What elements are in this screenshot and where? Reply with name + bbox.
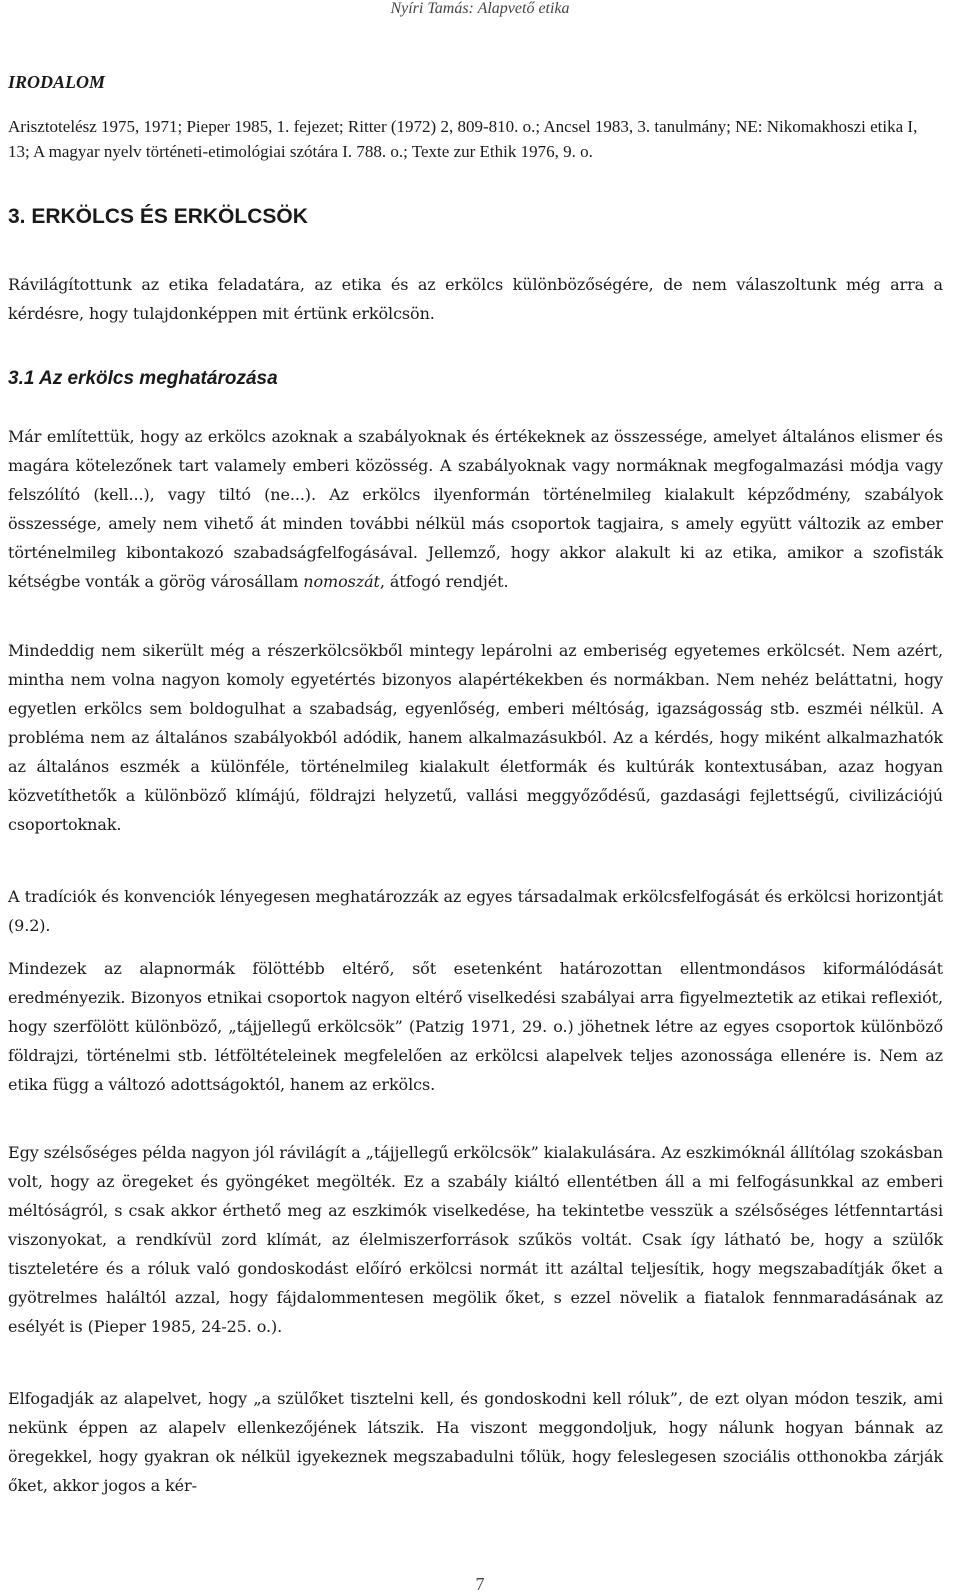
paragraph-3: A tradíciók és konvenciók lényegesen meghatározzák az egyes társadalmak erkölcsfelfogását és erkölcsi horizontját (9.2).	[8, 887, 943, 935]
paragraph-1	[8, 422, 943, 596]
paragraph-1-text-b: , átfogó rendjét.	[379, 572, 509, 591]
literature-heading: IRODALOM	[8, 72, 106, 92]
paragraph-1-italic-term: nomoszát	[303, 572, 380, 591]
page-number: 7	[475, 1574, 485, 1594]
paragraph-5: Egy szélsőséges példa nagyon jól rávilágít a „tájjellegű erkölcsök” kialakulására. Az eszkimóknál állítólag szokásban volt, hogy az öregeket és gyöngéket megölték. Ez a szabály kiáltó ellentétben áll a mi felfogásunkkal az emberi méltóságról, s csak akkor érthető meg az eszkimók viselkedése, ha tekintetbe vesszük a szélsőséges létfenntartási viszonyokat, a rendkívül zord klímát, az élelmiszerforrások szűkös voltát. Csak így látható be, hogy a szülők tiszteletére és a róluk való gondoskodást előíró erkölcsi normát itt azáltal teljesítik, hogy megszabadítják őket a gyötrelmes haláltól azzal, hogy fájdalommentesen megölik őket, s ezzel növelik a fiatalok fennmaradásának az esélyét is (Pieper 1985, 24-25. o.).	[8, 1143, 943, 1336]
chapter-heading: 3. ERKÖLCS ÉS ERKÖLCSÖK	[8, 205, 308, 228]
paragraph-2: Mindeddig nem sikerült még a részerkölcsökből mintegy lepárolni az emberiség egyetemes erkölcsét. Nem azért, mintha nem volna nagyon komoly egyetértés bizonyos alapértékekben és normákban. Nem nehéz beláttatni, hogy egyetlen erkölcs sem boldogulhat a szabadság, egyenlőség, emberi méltóság, igazságosság stb. eszméi nélkül. A probléma nem az általános szabályokból adódik, hanem alkalmazásukból. Az a kérdés, hogy miként alkalmazhatók az általános eszmék a különféle, történelmileg kialakult életformák és kultúrák kontextusában, azaz hogyan közvetíthetők a különböző klímájú, földrajzi helyzetű, vallási meggyőződésű, gazdasági fejlettségű, civilizációjú csoportoknak.	[8, 641, 943, 834]
paragraph-6: Elfogadják az alapelvet, hogy „a szülőket tisztelni kell, és gondoskodni kell róluk”, de ezt olyan módon teszik, ami nekünk éppen az alapelv ellenkezőjének látszik. Ha viszont meggondoljuk, hogy nálunk hogyan bánnak az öregekkel, hogy gyakran ok nélkül igyekeznek megszabadulni tőlük, hogy feleslegesen szociális otthonokba zárják őket, akkor jogos a kér-	[8, 1389, 943, 1495]
running-header: Nyíri Tamás: Alapvető etika	[390, 0, 570, 17]
paragraph-4: Mindezek az alapnormák fölöttébb eltérő, sőt esetenként határozottan ellentmondásos kiformálódását eredményezik. Bizonyos etnikai csoportok nagyon eltérő viselkedési szabályai arra figyelmeztetik az etikai reflexiót, hogy szerfölött különböző, „tájjellegű erkölcsök” (Patzig 1971, 29. o.) jöhetnek létre az egyes csoportok különböző földrajzi, történelmi stb. létföltételeinek megfelelően az erkölcsi alapelvek teljes azonossága ellenére is. Nem az etika függ a változó adottságoktól, hanem az erkölcs.	[8, 959, 943, 1094]
section-heading: 3.1 Az erkölcs meghatározása	[8, 368, 278, 389]
chapter-intro-paragraph: Rávilágítottunk az etika feladatára, az etika és az erkölcs különbözőségére, de nem válaszoltunk még arra a kérdésre, hogy tulajdonképpen mit értünk erkölcsön.	[8, 275, 943, 323]
literature-references: Arisztotelész 1975, 1971; Pieper 1985, 1. fejezet; Ritter (1972) 2, 809-810. o.; Ancsel 1983, 3. tanulmány; NE: Nikomakhoszi etika I, 13; A magyar nyelv történeti-etimológiai szótára I. 788. o.; Texte zur Ethik 1976, 9. o.	[8, 117, 918, 161]
paragraph-1-text-a: Már említettük, hogy az erkölcs azoknak a szabályoknak és értékeknek az összessége, amelyet általános elismer és magára kötelezőnek tart valamely emberi közösség. A szabályoknak vagy normáknak megfogalmazási módja vagy felszólító (kell...), vagy tiltó (ne...). Az erkölcs ilyenformán történelmileg kialakult képződmény, szabályok összessége, amely nem vihető át minden további nélkül más csoportok tagjaira, s amely együtt változik az ember történelmileg kibontakozó szabadságfelfogásával. Jellemző, hogy akkor alakult ki az etika, amikor a szofisták kétségbe vonták a görög városállam	[8, 427, 943, 591]
